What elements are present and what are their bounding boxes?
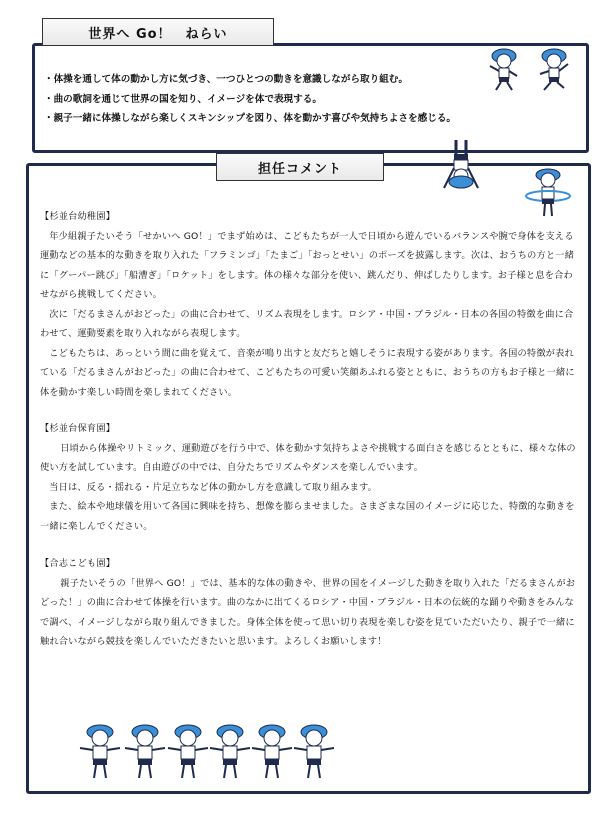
aims-item: ・体操を通して体の動かし方に気づき、一つひとつの動きを意識しながら取り組む。 — [44, 74, 408, 85]
section-heading: 【合志こども園】 — [40, 558, 116, 569]
child-icon — [168, 725, 208, 778]
aims-list — [44, 70, 456, 129]
section-heading: 【杉並台保育園】 — [40, 423, 116, 434]
aims-title-ribbon — [42, 18, 274, 46]
section-suginamidai-kindergarten — [40, 207, 576, 402]
paragraph: 年少組親子たいそう「せかいへ GO！」でまず始めは、こどもたちが一人で日頃から遊んでいるバランスや腕で身体を支える運動などの基本的な動きを取り入れた「フラミンゴ」「たまご」「おっとせい」のポーズを披露します。次は、おうちの方と一緒に「グーパー跳び」「船漕ぎ」「ロケット」をします。体の様々な部分を使い、跳んだり、伸ばしたりします。お子様と息を合わせながら挑戦してください。 — [40, 230, 575, 300]
aims-item: ・親子一緒に体操しながら楽しくスキンシップを図り、体を動かす喜びや気持ちよさを感じる。 — [44, 113, 457, 124]
child-icon — [252, 725, 292, 778]
child-icon — [540, 49, 568, 90]
section-heading: 【杉並台幼稚園】 — [40, 211, 116, 222]
child-icon — [80, 725, 120, 778]
paragraph: 親子たいそうの「世界へ GO！」では、基本的な体の動きや、世界の国をイメージした動きを取り入れた「だるまさんがおどった！」の曲に合わせて体操を行います。曲のなかに出てくるロシア・中国・ブラジル・日本の伝統的な踊りや動きをみんなで調べ、イメージしながら取り組んできました。身体全体を使って思い切り表現を楽しむ姿を見ていただいたり、親子で一緒に触れ合いながら競技を楽しんでいただきたいと思います。よろしくお願いします！ — [40, 577, 576, 647]
hula-hoop-child-icon — [522, 166, 574, 220]
child-icon — [125, 725, 165, 778]
handstand-child-icon — [436, 138, 488, 198]
section-suginamidai-nursery — [40, 419, 576, 536]
child-icon — [490, 49, 517, 90]
comment-title: 担任コメント — [257, 161, 342, 177]
aims-item: ・曲の歌詞を通じて世界の国を知り、イメージを体で表現する。 — [44, 93, 322, 105]
child-icon — [294, 725, 334, 778]
comment-title-ribbon — [216, 153, 384, 181]
paragraph: こどもたちは、あっという間に曲を覚えて、音楽が鳴り出すと友だちと嬉しそうに表現する姿があります。各国の特徴が表れている「だるまさんがおどった」の曲に合わせて、こどもたちの可愛い笑顔あふれる姿とともに、おうちの方もお子様と一緒に体を動かす楽しい時間を楽しまれてください。 — [40, 347, 575, 398]
paragraph: また、絵本や地球儀を用いて各国に興味を持ち、想像を膨らませました。さまざまな国のイメージに応じた、特徴的な動きを一緒に楽しんでください。 — [40, 501, 575, 532]
section-koshi-kodomoen — [40, 554, 576, 652]
child-icon — [210, 725, 250, 778]
paragraph: 次に「だるまさんがおどった」の曲に合わせて、リズム表現をします。ロシア・中国・ブラジル・日本の各国の特徴を曲に合わせて、運動要素を取り入れながら表現します。 — [40, 308, 574, 339]
running-children-illustration — [482, 44, 602, 94]
children-row-illustration — [70, 722, 340, 780]
paragraph: 日頃から体操やリトミック、運動遊びを行う中で、体を動かす気持ちよさや挑戦する面白さを感じるとともに、様々な体の使い方を試しています。自由遊びの中では、自分たちでリズムやダンスを楽しんでいます。 — [40, 442, 576, 473]
aims-title: 世界へ Go！ ねらい — [88, 26, 228, 42]
paragraph: 当日は、反る・揺れる・片足立ちなど体の動かし方を意識して取り組みます。 — [49, 481, 378, 493]
